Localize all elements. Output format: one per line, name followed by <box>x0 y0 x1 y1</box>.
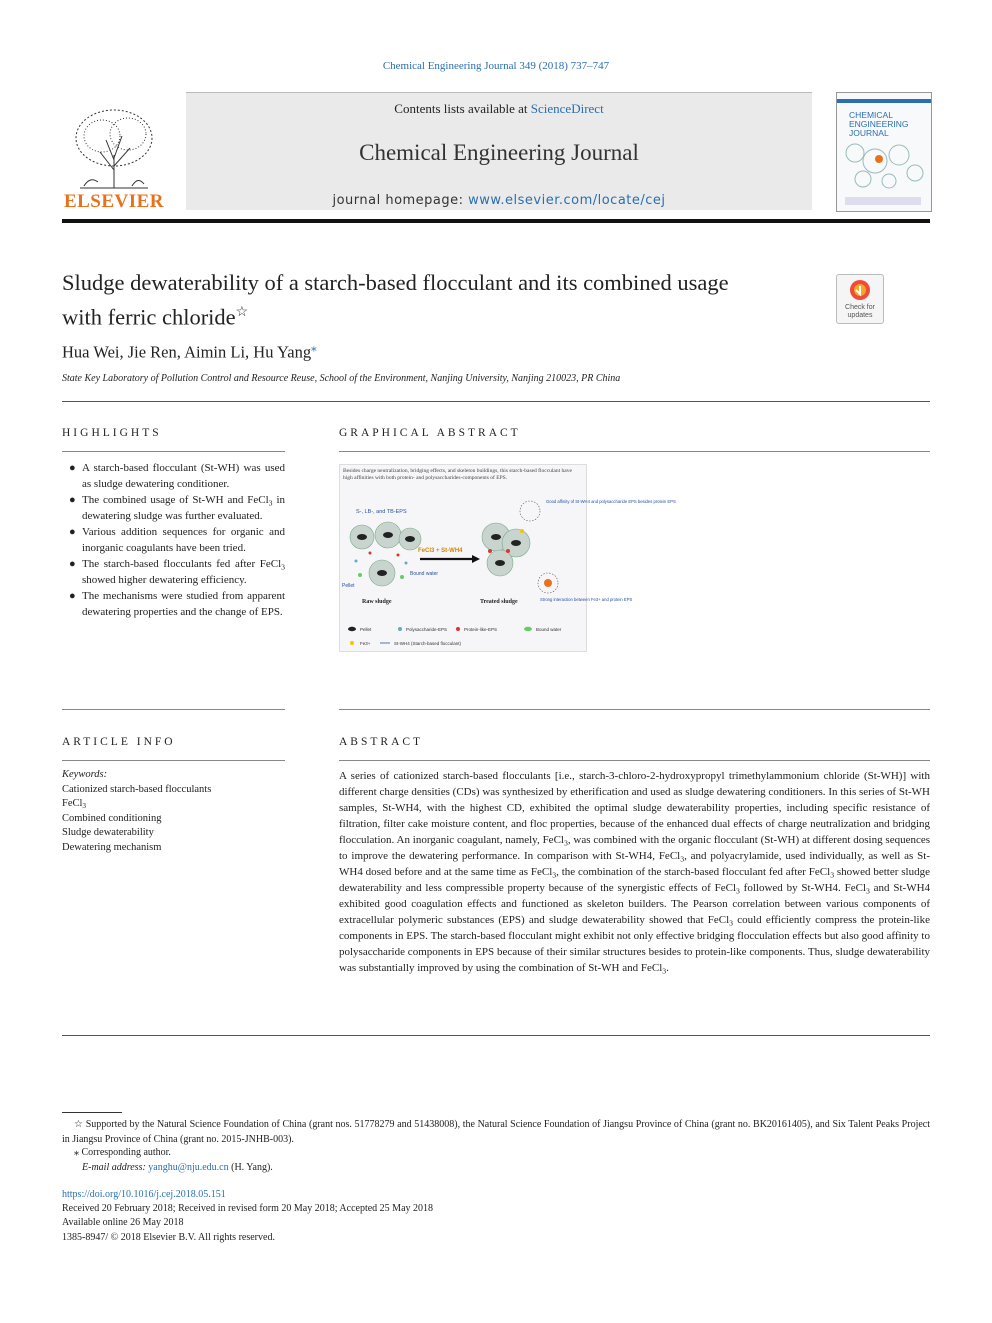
highlight-text-1: A starch-based flocculant (St-WH) was used as sludge dewatering conditioner. <box>82 462 285 490</box>
highlights-rule <box>62 451 285 452</box>
corr-text: Corresponding author. <box>81 1147 171 1158</box>
highlight-text-2: The combined usage of St-WH and FeCl$_3$ in dewatering sludge was further evaluated. <box>82 494 285 522</box>
keywords-block <box>62 768 285 855</box>
graphical-abstract-figure[interactable] <box>339 464 676 652</box>
graphical-abstract-bottom-rule <box>339 709 930 710</box>
abstract-rule <box>339 760 930 761</box>
highlight-text-5: The mechanisms were studied from apparent dewatering properties and the change of EPS. <box>82 590 285 618</box>
highlights-bottom-rule <box>62 709 285 710</box>
contents-line <box>186 101 812 117</box>
cover-title-line1: CHEMICAL <box>849 110 893 120</box>
crossmark-label-line1: Check for <box>845 304 875 311</box>
email-link[interactable]: yanghu@nju.edu.cn <box>148 1162 229 1173</box>
cover-title-line2: ENGINEERING <box>849 119 909 129</box>
journal-cover[interactable] <box>836 92 932 212</box>
bullet-icon: ● <box>69 462 76 474</box>
journal-homepage <box>186 193 812 208</box>
funding-mark: ☆ <box>74 1119 84 1130</box>
elsevier-wordmark: ELSEVIER <box>63 191 165 212</box>
ga-label-reagents: FeCl3 + St-WH4 <box>418 548 463 554</box>
abstract-bottom-rule <box>62 1035 930 1036</box>
bullet-icon: ● <box>69 494 76 506</box>
sciencedirect-link[interactable]: ScienceDirect <box>530 101 604 116</box>
banner-top-line <box>186 92 812 93</box>
crossmark-label-line2: updates <box>847 312 873 319</box>
highlight-item <box>64 524 285 556</box>
keyword-1: Cationized starch-based flocculants <box>62 783 212 795</box>
ga-label-raw: Raw sludge <box>362 599 392 605</box>
keyword-3: Combined conditioning <box>62 812 162 824</box>
ga-label-affinity: Good affinity of St-WH4 and polysaccharide EPS besides protein EPS <box>546 499 676 504</box>
treated-sludge-flocs <box>482 523 530 576</box>
ga-legend-poly: Polysaccharide-EPS <box>406 627 448 632</box>
available-online: Available online 26 May 2018 <box>62 1217 184 1228</box>
title-footnote-mark[interactable]: ☆ <box>235 305 249 320</box>
ga-legend <box>348 627 562 646</box>
cover-title <box>849 111 909 138</box>
keyword-5: Dewatering mechanism <box>62 841 162 853</box>
authors: Hua Wei, Jie Ren, Aimin Li, Hu Yang <box>62 342 312 362</box>
article-title <box>62 268 822 333</box>
email-label: E-mail address: <box>82 1162 146 1173</box>
abstract-text: A series of cationized starch-based flocculants [i.e., starch-3-chloro-2-hydroxypropyl trimethylammonium chloride (St-WH)] with different charge densities (CDs) was synthesized by etherification and used as sludge dewatering conditioners. In this series of St-WH samples, St-WH4, with the highest CD, exhibited the optimal sludge dewaterability properties, including specific resistance of filtration, filter cake moisture content, and floc properties, because of the enhanced dual effects of charge neutralization and bridging flocculation. An inorganic coagulant, namely, FeCl$_3$, was combined with the organic flocculant (St-WH) at different dosing sequences to improve the dewatering performance. In comparison with St-WH4, FeCl$_3$, and polyacrylamide, used individually, as well as St-WH4 dosed before and at the same time as FeCl$_3$, the combination of the starch-based flocculant fed after FeCl$_3$ showed better sludge dewaterability and less compressible property because of the synergistic effects of FeCl$_3$ followed by St-WH4. FeCl$_3$ and St-WH4 exhibited good coagulation effects and functioned as skeleton builders. The Pearson correlation between various components of extracellular polymeric substances (EPS) and sludge dewaterability showed that FeCl$_3$ could efficiently compress the protein-like components in EPS. The starch-based flocculant might exhibit not only effective bridging flocculation effects but also good affinity to polysaccharide components in EPS because of their similar structures besides to protein-like components. Thus, sludge dewaterability was substantially improved by using the combination of St-WH and FeCl$_3$. <box>339 770 931 976</box>
ga-label-strong: Strong interaction between Fe3+ and protein EPS <box>540 597 633 602</box>
check-for-updates-button[interactable] <box>836 274 884 324</box>
journal-title: Chemical Engineering Journal <box>359 140 639 165</box>
journal-reference[interactable]: Chemical Engineering Journal 349 (2018) 737–747 <box>382 60 610 72</box>
affiliation: State Key Laboratory of Pollution Control and Resource Reuse, School of the Environment, Nanjing University, Nanjing 210023, PR China <box>62 373 621 384</box>
highlight-text-4: The starch-based flocculants fed after FeCl$_3$ showed higher dewatering efficiency. <box>82 558 285 586</box>
highlight-item <box>64 588 285 620</box>
ga-label-bound: Bound water <box>410 571 439 577</box>
cover-title-line3: JOURNAL <box>849 128 889 138</box>
funding-text: Supported by the Natural Science Foundation of China (grant nos. 51778279 and 51438008), the Natural Science Foundation of Jiangsu Province of China (grant no. BK20161405), and Six Talent Peaks Project in Jiangsu Province of China (grant no. 2015-JNHB-003). <box>62 1119 931 1145</box>
highlight-item <box>64 460 285 492</box>
header-divider <box>62 219 930 223</box>
ga-caption: Besides charge neutralization, bridging effects, and skeleton buildings, this starch-based flocculant have high affinities with both protein- and polysaccharides-components of EPS. <box>343 468 572 481</box>
keyword-2: FeCl$_3$ <box>62 798 87 811</box>
email-suffix: (H. Yang). <box>231 1162 273 1173</box>
bullet-icon: ● <box>69 590 76 602</box>
ga-zoom-circle <box>520 501 540 521</box>
keywords-label: Keywords: <box>62 769 108 780</box>
ga-legend-stwh: St-WH4 (Starch-based flocculant) <box>394 641 462 646</box>
ga-legend-bound: Bound water <box>536 627 562 632</box>
contents-prefix: Contents lists available at <box>394 101 531 116</box>
bullet-icon: ● <box>69 526 76 538</box>
ga-legend-protein: Protein-like-EPS <box>464 627 498 632</box>
email-footnote <box>82 1161 273 1176</box>
doi-link[interactable]: https://doi.org/10.1016/j.cej.2018.05.151 <box>62 1189 226 1200</box>
corresponding-footnote <box>74 1146 171 1161</box>
graphical-abstract-rule <box>339 451 930 452</box>
highlight-item <box>64 492 285 524</box>
article-info-rule <box>62 760 285 761</box>
corr-mark: ⁎ <box>74 1147 79 1158</box>
article-title-line2: with ferric chloride <box>62 304 236 330</box>
ga-diagram <box>340 491 676 651</box>
ga-legend-fe: Fe3+ <box>360 641 371 646</box>
footnote-rule <box>62 1112 122 1113</box>
abstract-heading: ABSTRACT <box>339 736 424 748</box>
homepage-prefix: journal homepage: <box>332 193 469 208</box>
highlight-item <box>64 556 285 588</box>
received-dates: Received 20 February 2018; Received in revised form 20 May 2018; Accepted 25 May 2018 <box>62 1203 434 1214</box>
highlights-list <box>64 460 285 620</box>
keyword-4: Sludge dewaterability <box>62 827 154 838</box>
homepage-link[interactable]: www.elsevier.com/locate/cej <box>468 193 666 208</box>
author-list <box>62 341 317 363</box>
copyright: 1385-8947/ © 2018 Elsevier B.V. All rights reserved. <box>62 1232 275 1243</box>
cover-footer-bar <box>845 197 921 205</box>
corresponding-author-mark[interactable]: ⁎ <box>311 342 317 354</box>
highlight-text-3: Various addition sequences for organic and inorganic coagulants have been tried. <box>82 526 285 554</box>
ga-label-pellet: Pellet <box>342 583 355 589</box>
funding-footnote <box>62 1118 930 1147</box>
ga-label-treated: Treated sludge <box>480 599 518 605</box>
affiliation-divider <box>62 401 930 402</box>
cover-bubbles-graphic <box>841 139 927 191</box>
ga-label-eps: S-, LB-, and TB-EPS <box>356 509 407 515</box>
crossmark-icon <box>849 279 871 301</box>
highlights-heading: HIGHLIGHTS <box>62 427 162 439</box>
graphical-abstract-heading: GRAPHICAL ABSTRACT <box>339 427 521 439</box>
article-title-line1: Sludge dewaterability of a starch-based flocculant and its combined usage <box>62 270 729 295</box>
ga-arrowhead <box>472 555 480 563</box>
cover-bar <box>837 99 931 103</box>
bullet-icon: ● <box>69 558 76 570</box>
article-info-heading: ARTICLE INFO <box>62 736 176 748</box>
ga-legend-pellet: Pellet <box>360 627 372 632</box>
crossmark-label <box>837 304 883 320</box>
